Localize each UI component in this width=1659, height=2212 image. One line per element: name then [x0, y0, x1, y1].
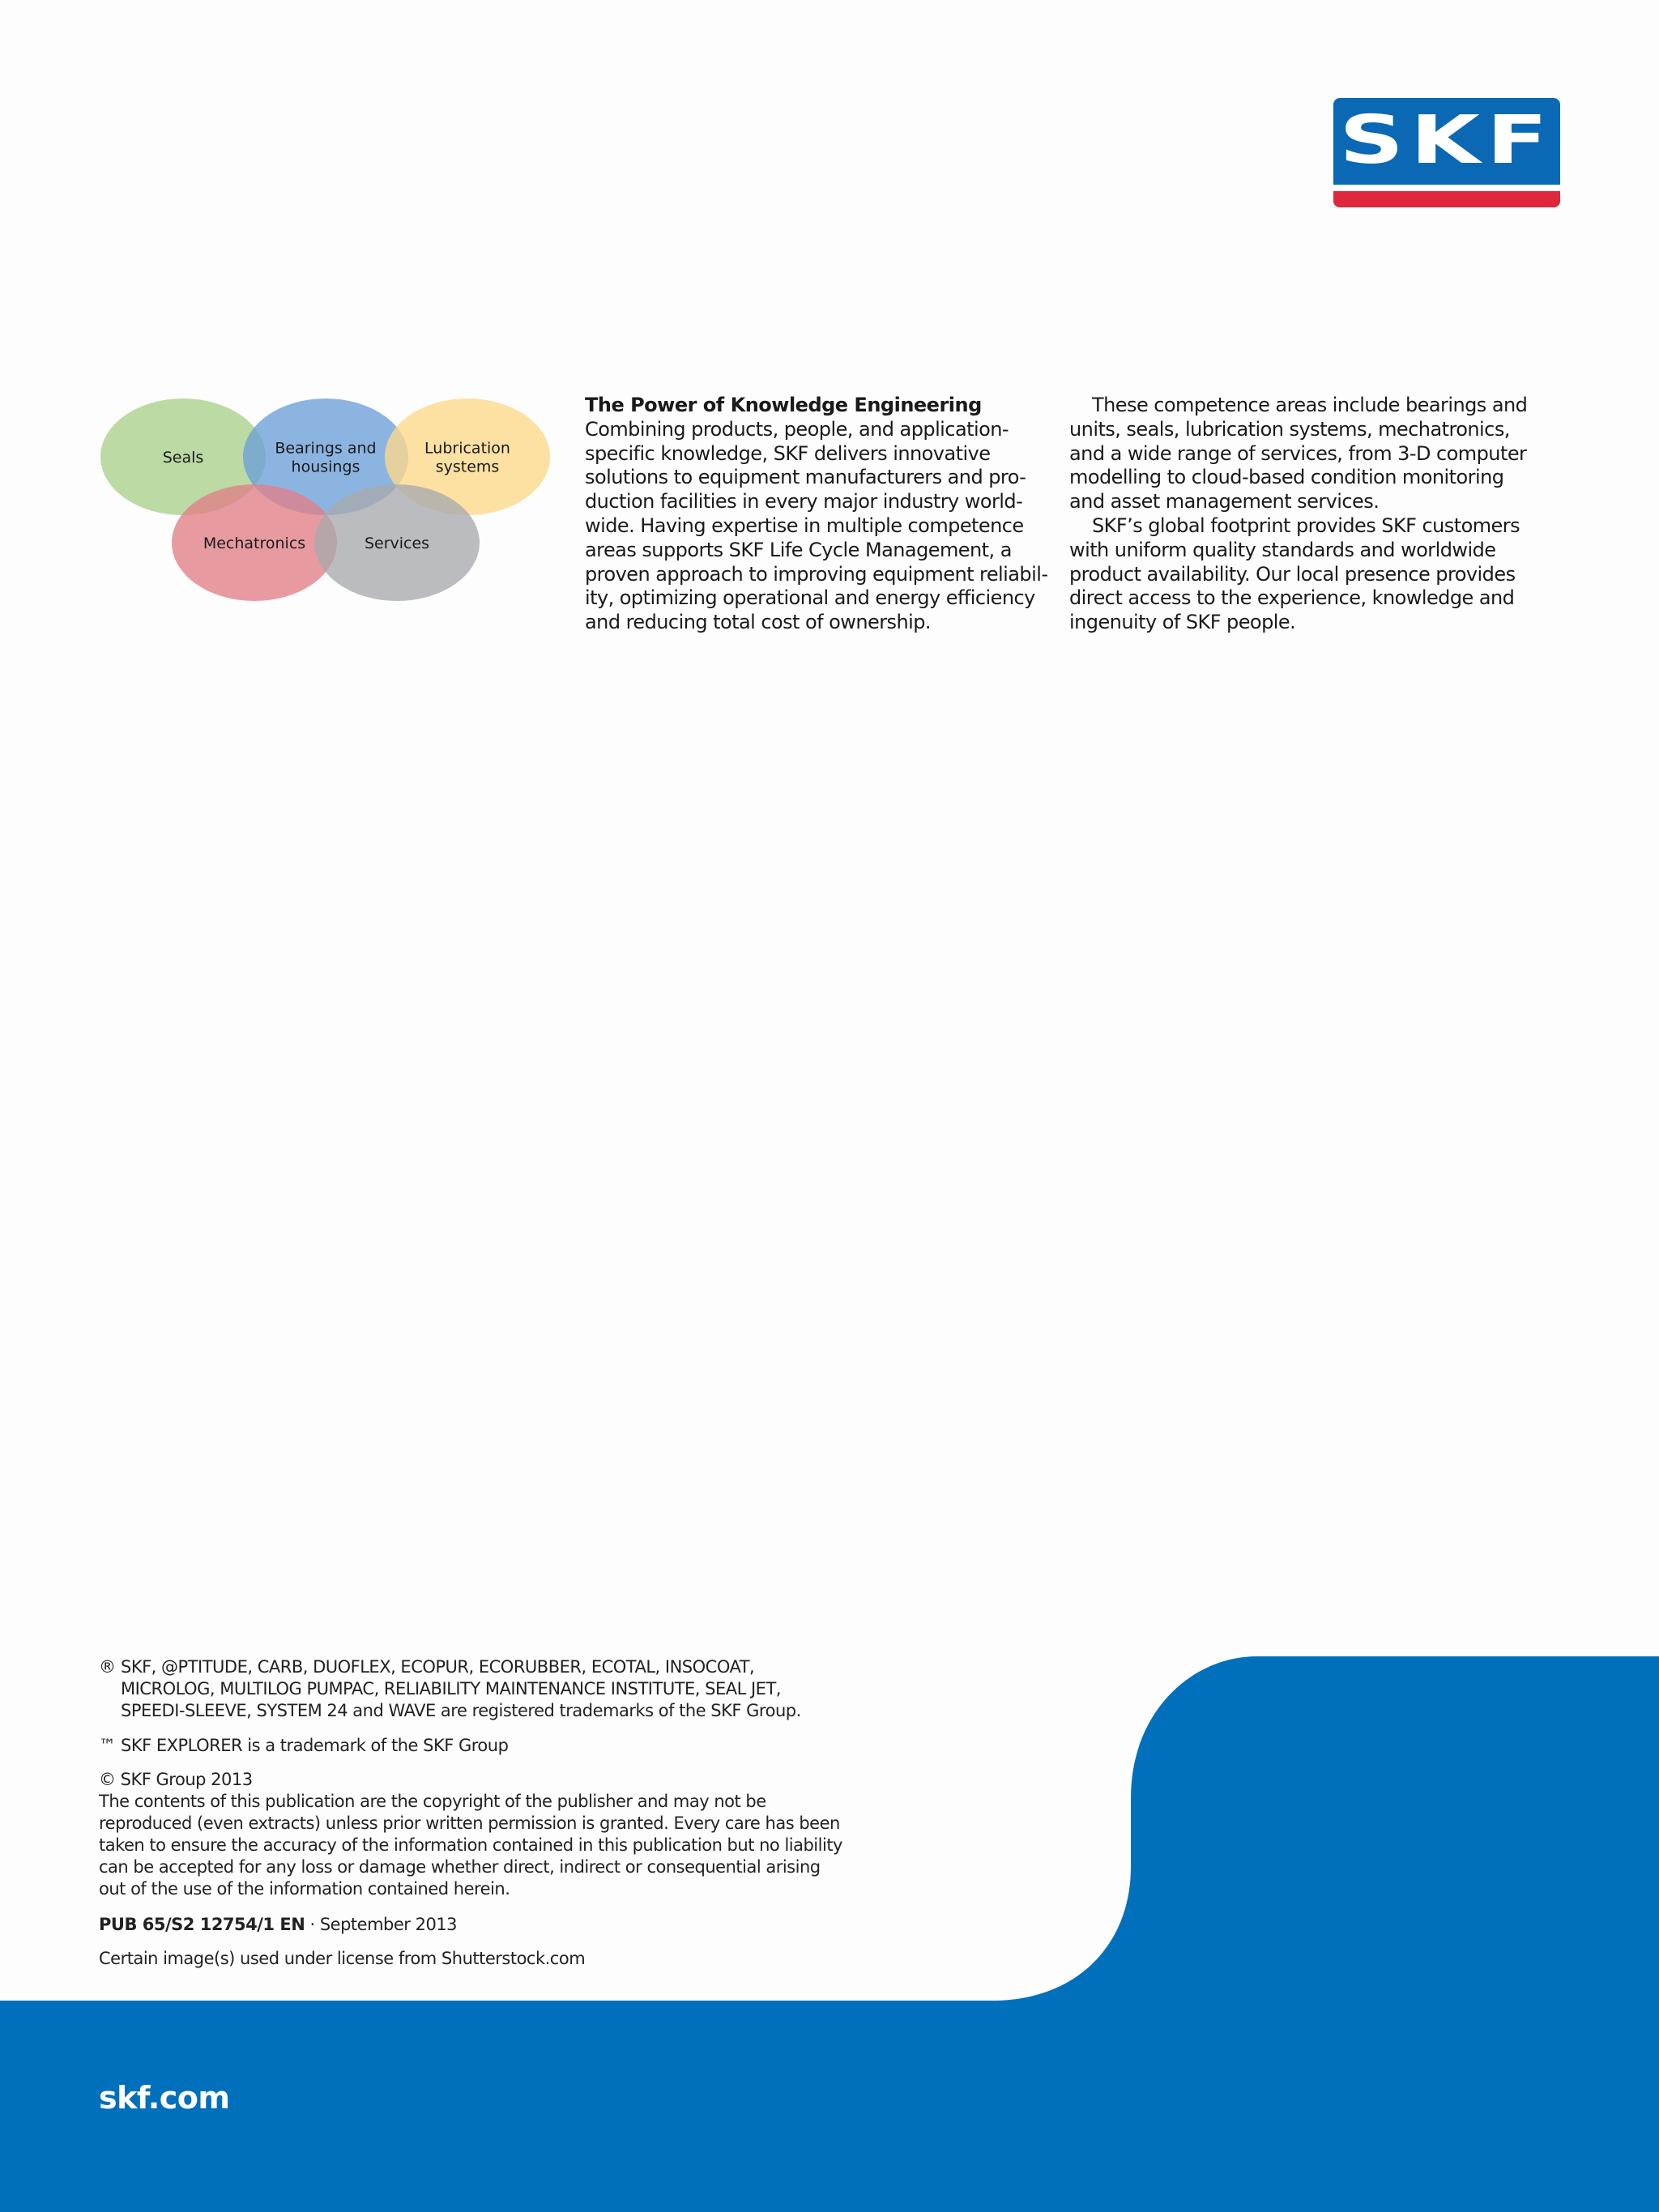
competence-venn-diagram [97, 394, 554, 604]
registered-line: SKF, @PTITUDE, CARB, DUOFLEX, ECOPUR, ECORUBBER, ECOTAL, INSOCOAT, [121, 1657, 755, 1677]
copyright-line: reproduced (even extracts) unless prior written permission is granted. Every care has been [99, 1813, 840, 1833]
copyright-line: taken to ensure the accuracy of the information contained in this publication but no liability [99, 1835, 842, 1855]
article-line: SKF’s global footprint provides SKF customers [1092, 514, 1520, 537]
article-line: specific knowledge, SKF delivers innovative [585, 441, 991, 465]
copyright-line: can be accepted for any loss or damage whether direct, indirect or consequential arising [99, 1857, 821, 1877]
registered-line: MICROLOG, MULTILOG PUMPAC, RELIABILITY MAINTENANCE INSTITUTE, SEAL JET, [121, 1679, 781, 1698]
copyright-line: out of the use of the information contained herein. [99, 1879, 510, 1899]
article-line: proven approach to improving equipment reliabil- [585, 562, 1048, 586]
publication-info [99, 1914, 457, 1936]
trademark-symbol: ™ [99, 1736, 116, 1755]
article-paragraph-1 [585, 417, 1048, 635]
article-line: with uniform quality standards and worldwide [1069, 538, 1496, 561]
copyright-title: © SKF Group 2013 [99, 1770, 253, 1789]
skf-logo [1333, 98, 1560, 207]
publication-date: September 2013 [319, 1915, 458, 1934]
article-line: duction facilities in every major industry world- [585, 490, 1023, 514]
article-heading: The Power of Knowledge Engineering [585, 394, 982, 416]
image-credit: Certain image(s) used under license from Shutterstock.com [99, 1949, 586, 1968]
logo-white-stripe [1333, 185, 1560, 191]
copyright-line: The contents of this publication are the copyright of the publisher and may not be [99, 1792, 766, 1811]
article-line: areas supports SKF Life Cycle Management, a [585, 538, 1012, 561]
article-paragraph-2 [1069, 394, 1528, 514]
article-line: product availability. Our local presence provides [1069, 562, 1516, 586]
venn-label: Lubrication [424, 439, 510, 458]
venn-label: housings [291, 458, 360, 476]
article-line: direct access to the experience, knowledge and [1069, 586, 1515, 610]
publication-separator: · [309, 1915, 315, 1934]
logo-red-stripe [1333, 191, 1560, 207]
article-paragraph-3 [1069, 514, 1523, 635]
venn-label: Mechatronics [203, 535, 306, 552]
article-line: and a wide range of services, from 3-D computer [1069, 441, 1527, 465]
article-line: and reducing total cost of ownership. [585, 611, 932, 634]
article-line: modelling to cloud-based condition monitoring [1069, 466, 1504, 489]
trademark-text: SKF EXPLORER is a trademark of the SKF Group [121, 1736, 509, 1755]
copyright-body [99, 1791, 842, 1900]
venn-label: Bearings and [275, 439, 377, 458]
venn-label: systems [435, 458, 500, 476]
registered-symbol: ® [99, 1657, 116, 1677]
trademark-notice [99, 1735, 508, 1757]
article-line: These competence areas include bearings and [1092, 394, 1528, 416]
article-column-2 [1069, 394, 1528, 635]
registered-trademarks-notice [99, 1656, 801, 1722]
article-line: and asset management services. [1069, 490, 1380, 514]
copyright-notice [99, 1769, 842, 1900]
publication-number: PUB 65/S2 12754/1 EN [99, 1915, 305, 1934]
article-line: ingenuity of SKF people. [1069, 611, 1296, 634]
article-line: solutions to equipment manufacturers and pro- [585, 466, 1026, 489]
venn-label: Seals [162, 449, 204, 467]
article-line: units, seals, lubrication systems, mechatronics, [1069, 417, 1510, 441]
skf-logo-wordmark: SKF [1339, 102, 1555, 179]
venn-label: Services [364, 535, 430, 552]
article-line: wide. Having expertise in multiple competence [585, 514, 1024, 537]
registered-line: SPEEDI-SLEEVE, SYSTEM 24 and WAVE are registered trademarks of the SKF Group. [121, 1701, 801, 1720]
article-line: Combining products, people, and application- [585, 417, 1009, 441]
article-line: ity, optimizing operational and energy efficiency [585, 586, 1035, 610]
article-column-1 [585, 394, 1048, 635]
website-link[interactable]: skf.com [99, 2080, 230, 2116]
